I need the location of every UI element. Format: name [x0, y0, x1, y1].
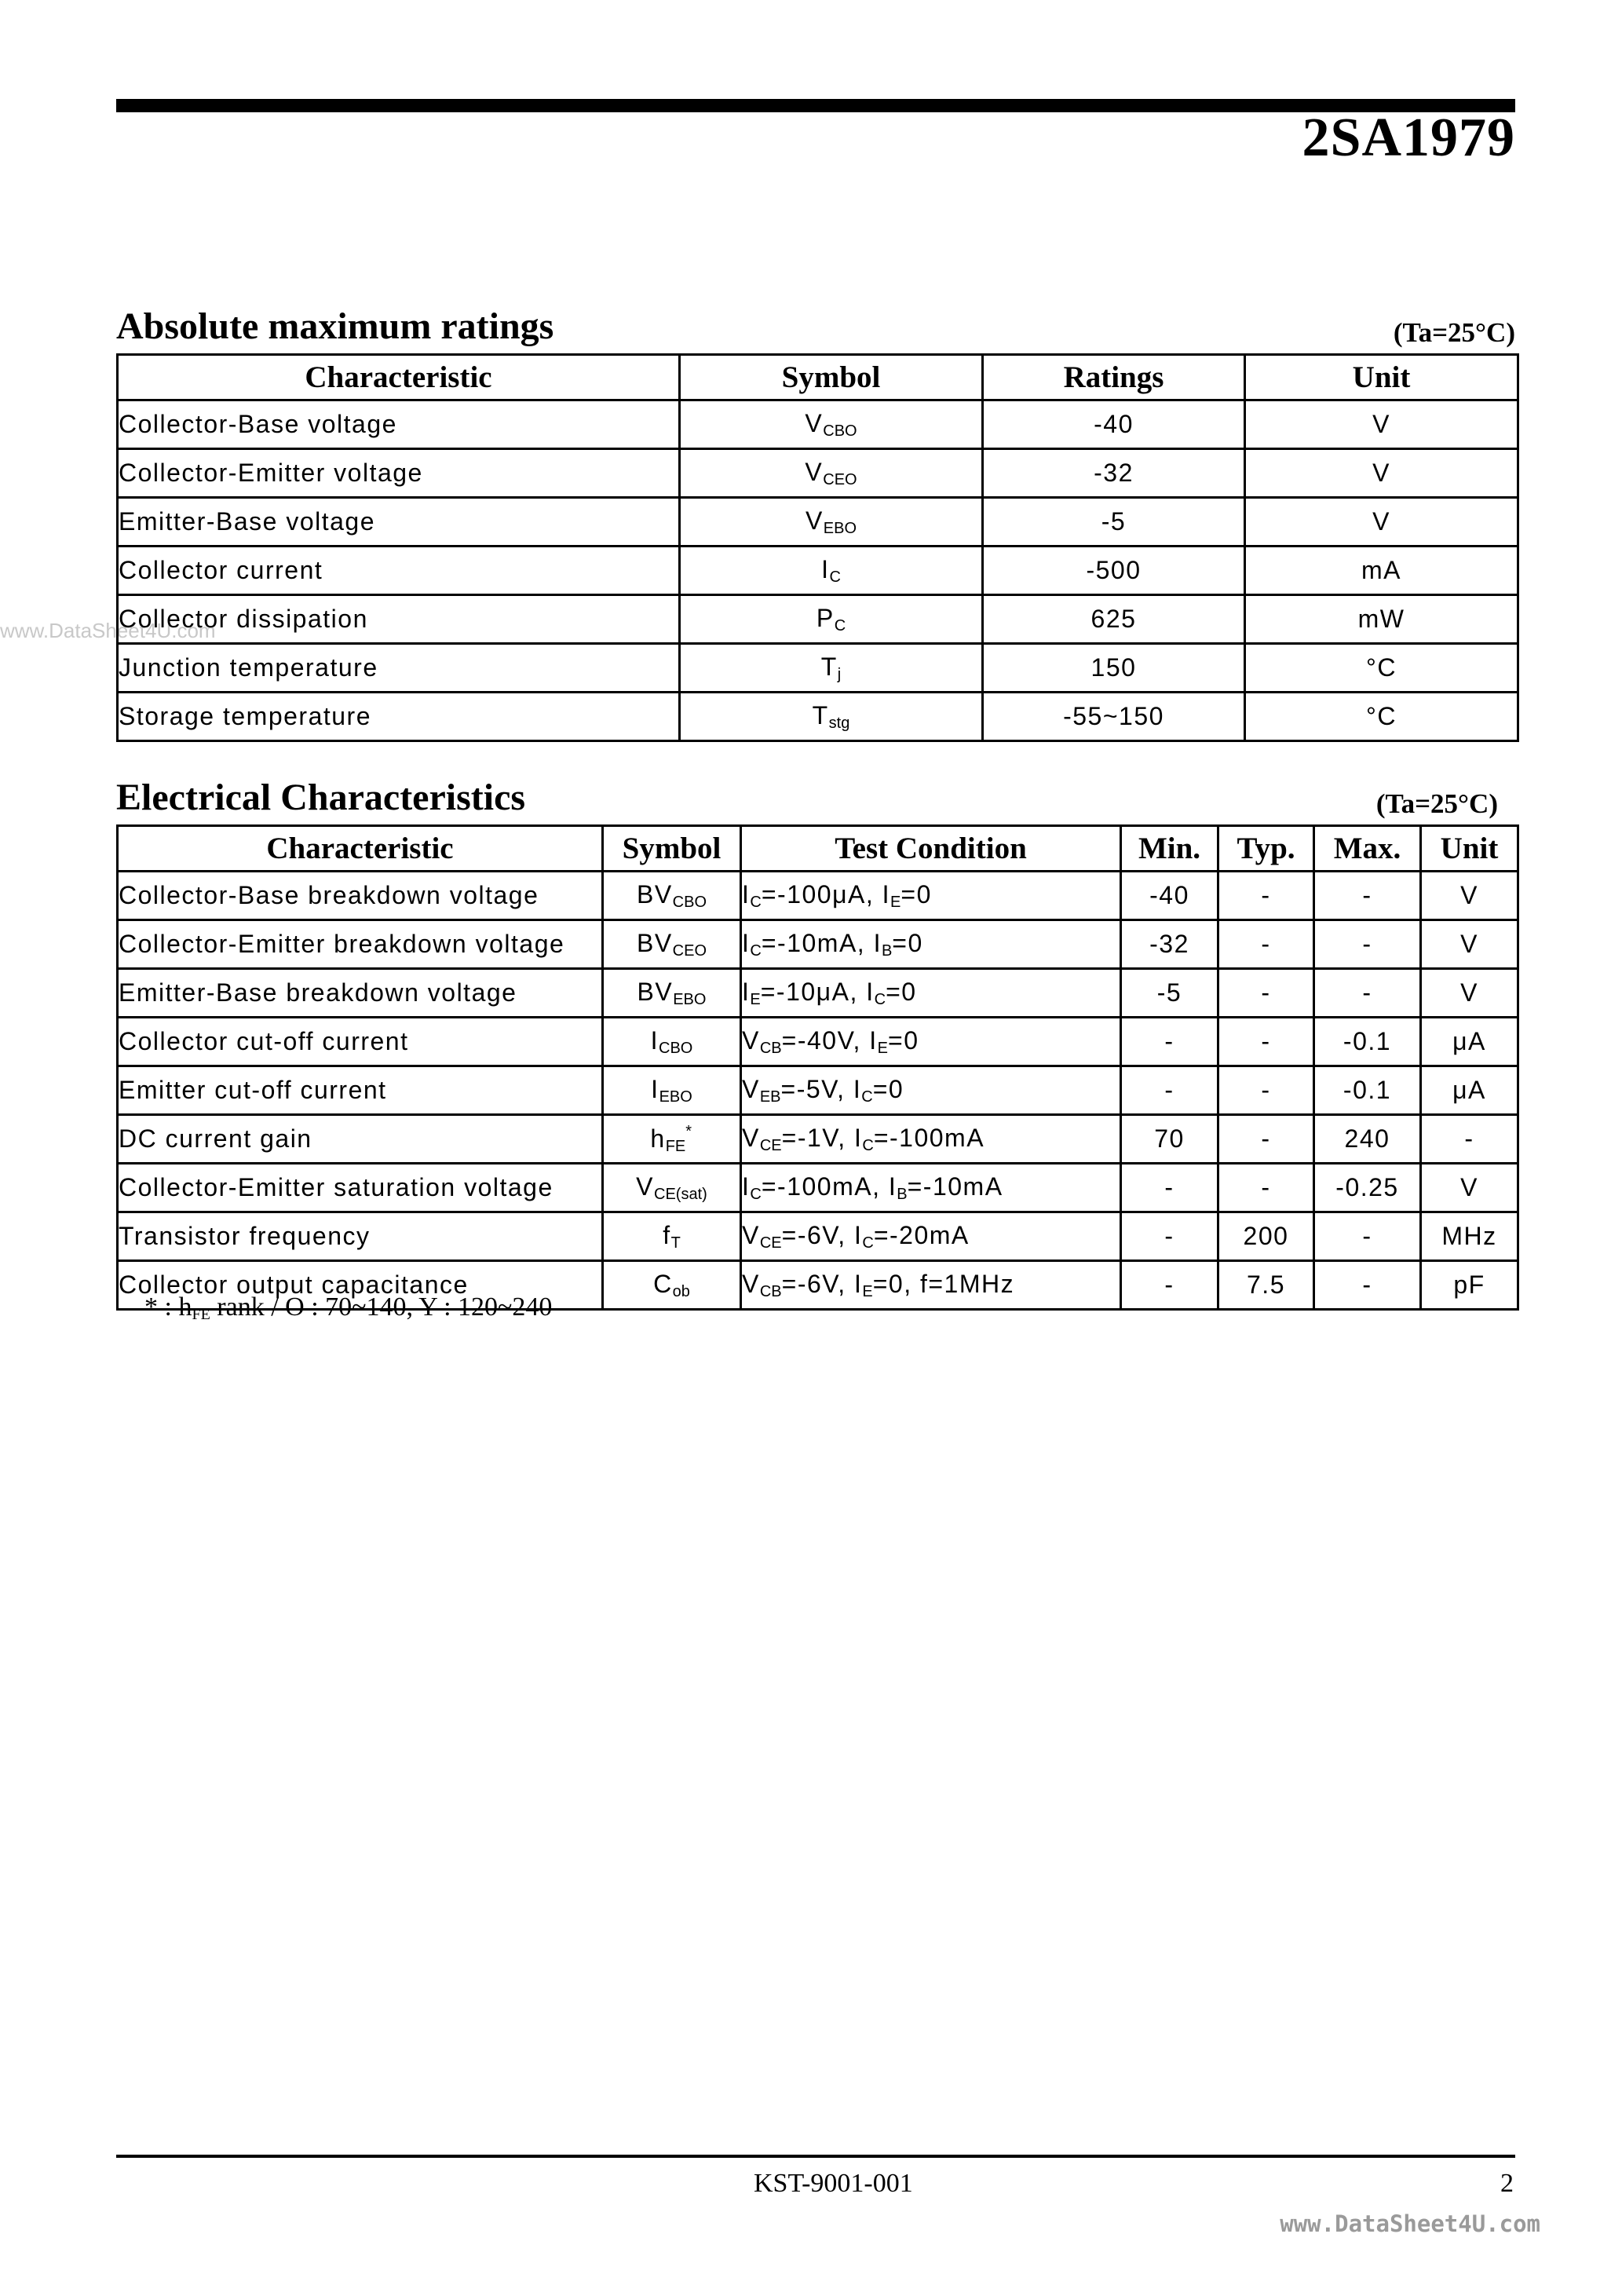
elec-unit: V	[1421, 969, 1518, 1018]
elec-symbol-main: V	[636, 1172, 655, 1201]
elec-unit: V	[1421, 872, 1518, 920]
elec-max: -	[1314, 872, 1421, 920]
elec-typ: -	[1218, 1115, 1314, 1164]
cond-a: V	[742, 1220, 760, 1249]
abs-row	[118, 644, 1518, 693]
elec-unit: MHz	[1421, 1212, 1518, 1261]
elec-min: 70	[1121, 1115, 1218, 1164]
electrical-table	[116, 824, 1519, 1311]
cond-b-val: =-10mA	[907, 1172, 1003, 1201]
cond-b-sub: E	[890, 893, 901, 911]
abs-characteristic: Storage temperature	[118, 693, 680, 741]
elec-symbol-sub: ob	[672, 1282, 690, 1300]
elec-symbol-sub: EBO	[659, 1088, 692, 1106]
elec-symbol	[603, 1018, 741, 1066]
abs-symbol-main: T	[812, 700, 829, 729]
elec-symbol-main: C	[653, 1269, 673, 1298]
cond-b-sub: C	[862, 1136, 874, 1154]
elec-row	[118, 1212, 1518, 1261]
elec-symbol-sub: CBO	[659, 1039, 693, 1057]
cond-a-sub: C	[750, 1185, 762, 1203]
elec-col-characteristic: Characteristic	[118, 826, 603, 872]
cond-b-val: =-100mA	[873, 1123, 985, 1152]
cond-b-sub: C	[861, 1088, 873, 1106]
elec-characteristic: Collector cut-off current	[118, 1018, 603, 1066]
cond-a: V	[742, 1269, 760, 1298]
cond-a-sub: E	[750, 990, 761, 1008]
abs-ratings-title: Absolute maximum ratings	[116, 305, 554, 347]
cond-a-val: =-5V,	[780, 1074, 853, 1103]
abs-row	[118, 400, 1518, 449]
elec-symbol-sub: CBO	[672, 893, 707, 911]
abs-symbol-sub: EBO	[823, 519, 857, 537]
elec-max: -0.25	[1314, 1164, 1421, 1212]
elec-characteristic: Transistor frequency	[118, 1212, 603, 1261]
elec-characteristic: Emitter-Base breakdown voltage	[118, 969, 603, 1018]
abs-header-row	[118, 355, 1518, 400]
abs-characteristic: Collector-Emitter voltage	[118, 449, 680, 498]
abs-characteristic: Emitter-Base voltage	[118, 498, 680, 547]
cond-a: V	[742, 1074, 760, 1103]
cond-a-sub: CE	[759, 1136, 782, 1154]
cond-b: I	[882, 879, 891, 909]
elec-symbol	[603, 1212, 741, 1261]
elec-unit: V	[1421, 920, 1518, 969]
elec-symbol-main: I	[651, 1074, 659, 1103]
cond-b-sub: B	[881, 941, 893, 960]
footnote-sub: FE	[192, 1306, 210, 1323]
elec-symbol-sup: *	[685, 1122, 693, 1140]
elec-symbol	[603, 920, 741, 969]
elec-row	[118, 1066, 1518, 1115]
elec-min: -32	[1121, 920, 1218, 969]
cond-a-val: =-6V,	[781, 1269, 854, 1298]
elec-row	[118, 872, 1518, 920]
elec-min: -5	[1121, 969, 1218, 1018]
elec-test-condition	[741, 872, 1121, 920]
elec-test-condition	[741, 1261, 1121, 1310]
cond-a-sub: EB	[759, 1088, 781, 1106]
elec-max: -	[1314, 969, 1421, 1018]
elec-symbol-sub: FE	[665, 1137, 686, 1155]
cond-b-val: =0	[901, 879, 932, 909]
cond-b: I	[853, 1123, 863, 1152]
cond-b: I	[866, 977, 875, 1006]
footnote-prefix: : h	[158, 1292, 192, 1322]
abs-unit: V	[1245, 498, 1518, 547]
elec-unit: -	[1421, 1115, 1518, 1164]
cond-b: I	[873, 928, 882, 957]
abs-symbol-sub: stg	[828, 714, 850, 732]
abs-symbol-sub: C	[829, 568, 841, 586]
elec-max: 240	[1314, 1115, 1421, 1164]
elec-max: -0.1	[1314, 1018, 1421, 1066]
elec-typ: -	[1218, 1018, 1314, 1066]
abs-col-unit: Unit	[1245, 355, 1518, 400]
elec-symbol-main: BV	[636, 879, 673, 909]
elec-symbol-sub: CE(sat)	[654, 1185, 707, 1203]
elec-symbol	[603, 1115, 741, 1164]
abs-symbol-sub: CBO	[823, 422, 857, 440]
elec-min: -	[1121, 1212, 1218, 1261]
elec-symbol	[603, 872, 741, 920]
elec-test-condition	[741, 1164, 1121, 1212]
cond-a-sub: CB	[759, 1039, 782, 1057]
cond-a-sub: C	[750, 941, 762, 960]
elec-characteristic: Collector output capacitance	[118, 1261, 603, 1310]
elec-typ: 7.5	[1218, 1261, 1314, 1310]
elec-unit: μA	[1421, 1066, 1518, 1115]
elec-unit: μA	[1421, 1018, 1518, 1066]
elec-row	[118, 1164, 1518, 1212]
abs-row	[118, 449, 1518, 498]
abs-ratings-table	[116, 353, 1519, 742]
abs-symbol-main: I	[821, 554, 830, 583]
cond-a-sub: CE	[759, 1234, 782, 1252]
cond-a-sub: C	[750, 893, 762, 911]
footnote-marker: *	[144, 1292, 158, 1322]
cond-a-sub: CB	[759, 1282, 782, 1300]
elec-max: -	[1314, 920, 1421, 969]
abs-unit: mA	[1245, 547, 1518, 595]
elec-symbol-main: BV	[637, 977, 674, 1006]
elec-min: -	[1121, 1066, 1218, 1115]
doc-code: KST-9001-001	[754, 2169, 913, 2198]
abs-symbol	[680, 693, 983, 741]
elec-characteristic: Collector-Emitter saturation voltage	[118, 1164, 603, 1212]
abs-symbol-main: V	[805, 457, 824, 486]
elec-max: -	[1314, 1261, 1421, 1310]
cond-b-val: =-20mA	[873, 1220, 970, 1249]
abs-symbol-main: T	[820, 652, 838, 681]
abs-row	[118, 547, 1518, 595]
elec-col-test-condition: Test Condition	[741, 826, 1121, 872]
cond-b-sub: C	[862, 1234, 874, 1252]
abs-unit: °C	[1245, 644, 1518, 693]
cond-b-val: =0	[888, 1026, 919, 1055]
abs-rating: 625	[983, 595, 1245, 644]
abs-unit: °C	[1245, 693, 1518, 741]
cond-a-val: =-40V,	[781, 1026, 870, 1055]
cond-a-val: =-10μA,	[760, 977, 867, 1006]
cond-b-sub: C	[874, 990, 886, 1008]
cond-a-val: =-100mA,	[761, 1172, 889, 1201]
elec-test-condition	[741, 920, 1121, 969]
abs-ratings-condition: (Ta=25°C)	[1393, 317, 1515, 348]
abs-rating: -55~150	[983, 693, 1245, 741]
cond-b: I	[888, 1172, 897, 1201]
elec-symbol	[603, 1164, 741, 1212]
elec-min: -	[1121, 1261, 1218, 1310]
watermark-side: www.DataSheet4U.com	[0, 619, 216, 642]
elec-unit: V	[1421, 1164, 1518, 1212]
elec-symbol-main: h	[650, 1124, 666, 1153]
cond-b: I	[853, 1269, 863, 1298]
elec-max: -0.1	[1314, 1066, 1421, 1115]
cond-a: I	[742, 1172, 751, 1201]
elec-symbol-sub: CEO	[672, 941, 707, 960]
abs-symbol	[680, 400, 983, 449]
abs-unit: V	[1245, 400, 1518, 449]
abs-rating: -40	[983, 400, 1245, 449]
elec-col-typ: Typ.	[1218, 826, 1314, 872]
elec-symbol-main: BV	[636, 928, 673, 957]
abs-rating: -500	[983, 547, 1245, 595]
elec-characteristic: Emitter cut-off current	[118, 1066, 603, 1115]
cond-a: I	[742, 977, 751, 1006]
abs-symbol-main: V	[805, 506, 824, 535]
elec-test-condition	[741, 1018, 1121, 1066]
abs-symbol-sub: C	[834, 616, 846, 634]
elec-symbol-sub: EBO	[673, 990, 707, 1008]
abs-col-symbol: Symbol	[680, 355, 983, 400]
cond-b-sub: B	[897, 1185, 908, 1203]
abs-unit: mW	[1245, 595, 1518, 644]
abs-row	[118, 693, 1518, 741]
electrical-title: Electrical Characteristics	[116, 777, 526, 818]
cond-b-val: =0	[886, 977, 917, 1006]
abs-row	[118, 595, 1518, 644]
footnote	[144, 1292, 552, 1324]
elec-col-max: Max.	[1314, 826, 1421, 872]
cond-a-val: =-6V,	[781, 1220, 854, 1249]
elec-typ: 200	[1218, 1212, 1314, 1261]
abs-symbol-main: P	[816, 603, 835, 632]
elec-row	[118, 969, 1518, 1018]
abs-symbol-main: V	[805, 408, 824, 437]
abs-characteristic: Collector dissipation	[118, 595, 680, 644]
abs-col-characteristic: Characteristic	[118, 355, 680, 400]
elec-row	[118, 920, 1518, 969]
cond-b-sub: E	[862, 1282, 873, 1300]
part-number: 2SA1979	[1302, 108, 1515, 168]
abs-symbol	[680, 498, 983, 547]
elec-typ: -	[1218, 1164, 1314, 1212]
cond-b-val: =0,	[872, 1269, 920, 1298]
cond-a: I	[742, 928, 751, 957]
abs-characteristic: Junction temperature	[118, 644, 680, 693]
elec-unit: pF	[1421, 1261, 1518, 1310]
abs-symbol	[680, 595, 983, 644]
cond-a: V	[742, 1123, 760, 1152]
abs-col-ratings: Ratings	[983, 355, 1245, 400]
elec-col-unit: Unit	[1421, 826, 1518, 872]
elec-col-min: Min.	[1121, 826, 1218, 872]
elec-characteristic: Collector-Emitter breakdown voltage	[118, 920, 603, 969]
cond-a: I	[742, 879, 751, 909]
elec-row	[118, 1115, 1518, 1164]
abs-rating: -5	[983, 498, 1245, 547]
cond-a-val: =-100μA,	[761, 879, 882, 909]
elec-symbol-main: I	[650, 1026, 659, 1055]
abs-rating: -32	[983, 449, 1245, 498]
abs-symbol-sub: CEO	[823, 470, 857, 488]
footnote-text: rank / O : 70~140, Y : 120~240	[210, 1292, 553, 1322]
elec-typ: -	[1218, 872, 1314, 920]
cond-b-sub: E	[877, 1039, 888, 1057]
elec-characteristic: Collector-Base breakdown voltage	[118, 872, 603, 920]
abs-unit: V	[1245, 449, 1518, 498]
cond-a-val: =-1V,	[781, 1123, 854, 1152]
abs-row	[118, 498, 1518, 547]
abs-symbol	[680, 547, 983, 595]
elec-min: -	[1121, 1018, 1218, 1066]
elec-min: -40	[1121, 872, 1218, 920]
abs-rating: 150	[983, 644, 1245, 693]
abs-symbol-sub: j	[837, 665, 842, 683]
abs-characteristic: Collector current	[118, 547, 680, 595]
cond-b-val: =0	[892, 928, 923, 957]
cond-b: I	[869, 1026, 878, 1055]
elec-max: -	[1314, 1212, 1421, 1261]
cond-b: I	[853, 1074, 862, 1103]
elec-test-condition	[741, 1115, 1121, 1164]
page-number: 2	[1500, 2169, 1514, 2198]
cond-c: f=1MHz	[919, 1269, 1015, 1298]
elec-symbol	[603, 1261, 741, 1310]
footer-rule	[116, 2155, 1515, 2158]
elec-test-condition	[741, 1212, 1121, 1261]
elec-symbol	[603, 1066, 741, 1115]
cond-b: I	[853, 1220, 863, 1249]
cond-a: V	[742, 1026, 760, 1055]
elec-min: -	[1121, 1164, 1218, 1212]
watermark-footer: www.DataSheet4U.com	[1280, 2210, 1540, 2237]
abs-characteristic: Collector-Base voltage	[118, 400, 680, 449]
elec-symbol-main: f	[663, 1220, 671, 1249]
elec-test-condition	[741, 1066, 1121, 1115]
elec-test-condition	[741, 969, 1121, 1018]
abs-symbol	[680, 644, 983, 693]
elec-col-symbol: Symbol	[603, 826, 741, 872]
electrical-condition: (Ta=25°C)	[1375, 788, 1498, 819]
elec-row	[118, 1018, 1518, 1066]
cond-b-val: =0	[872, 1074, 904, 1103]
elec-characteristic: DC current gain	[118, 1115, 603, 1164]
cond-a-val: =-10mA,	[761, 928, 874, 957]
elec-typ: -	[1218, 1066, 1314, 1115]
elec-header-row	[118, 826, 1518, 872]
elec-symbol-sub: T	[670, 1234, 681, 1252]
elec-typ: -	[1218, 920, 1314, 969]
elec-typ: -	[1218, 969, 1314, 1018]
abs-symbol	[680, 449, 983, 498]
elec-symbol	[603, 969, 741, 1018]
